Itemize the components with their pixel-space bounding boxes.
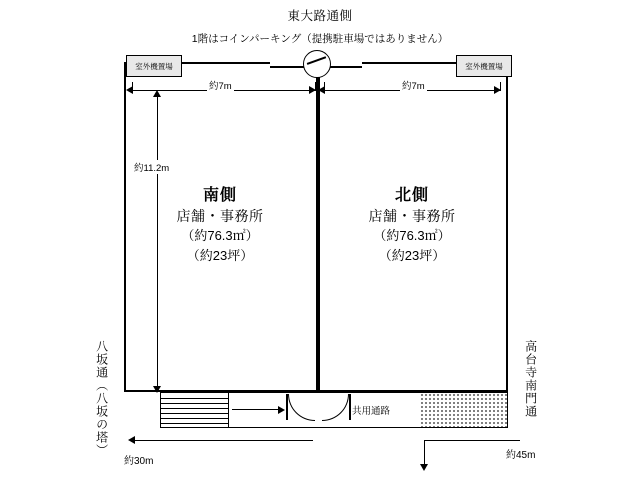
outdoor-unit-storage-right: 室外機置場 [456,55,512,77]
door-panel-right [349,394,351,420]
stairs-direction-line [232,409,280,410]
dim-label-height-left: 約11.2m [132,160,171,174]
dim-label-width-right: 約7m [400,78,427,92]
road-south-arrow [128,436,135,444]
top-wall-segment-left [270,66,304,68]
room-north [322,186,502,266]
room-south-use: 店舗・事務所 [176,208,264,224]
top-wall-segment-right [328,66,362,68]
road-south-label: 約30m [124,456,154,467]
outdoor-unit-storage-left: 室外機置場 [126,55,182,77]
street-label-west: 八坂通（八坂の塔） [94,340,109,457]
room-south-area-sqm: （約76.3㎡） [181,228,259,243]
entrance-circle-icon [303,50,331,78]
street-label-east: 高台寺南門通 [523,340,538,418]
dim-tick-left-b [315,82,316,91]
road-east-label: 約45m [506,450,536,461]
room-south-name: 南側 [202,187,237,204]
door-panel-left [286,394,288,420]
road-south-line [133,440,313,441]
dim-tick-right-a [324,82,325,91]
room-north-use: 店舗・事務所 [368,208,456,224]
top-street-label: 東大路通側 [287,9,353,23]
room-north-area-tsubo: （約23坪） [378,248,446,263]
corridor-hatch-area [420,393,507,427]
road-east-arrow [420,464,428,471]
room-north-area-sqm: （約76.3㎡） [373,228,451,243]
dim-arrow-height-top [153,90,161,97]
dim-label-width-left: 約7m [207,78,234,92]
parking-note-label: 1階はコインパーキング（提携駐車場ではありません） [191,33,449,45]
room-north-name: 北側 [394,187,429,204]
corridor-label: 共用通路 [352,406,391,417]
stairs-direction-arrow [278,406,285,414]
dim-tick-right-b [500,82,501,91]
road-east-line [425,440,520,441]
room-south [130,186,310,266]
dim-tick-left-a [132,82,133,91]
stairs-icon [161,393,229,427]
room-south-area-tsubo: （約23坪） [186,248,254,263]
partition-wall [316,62,320,392]
